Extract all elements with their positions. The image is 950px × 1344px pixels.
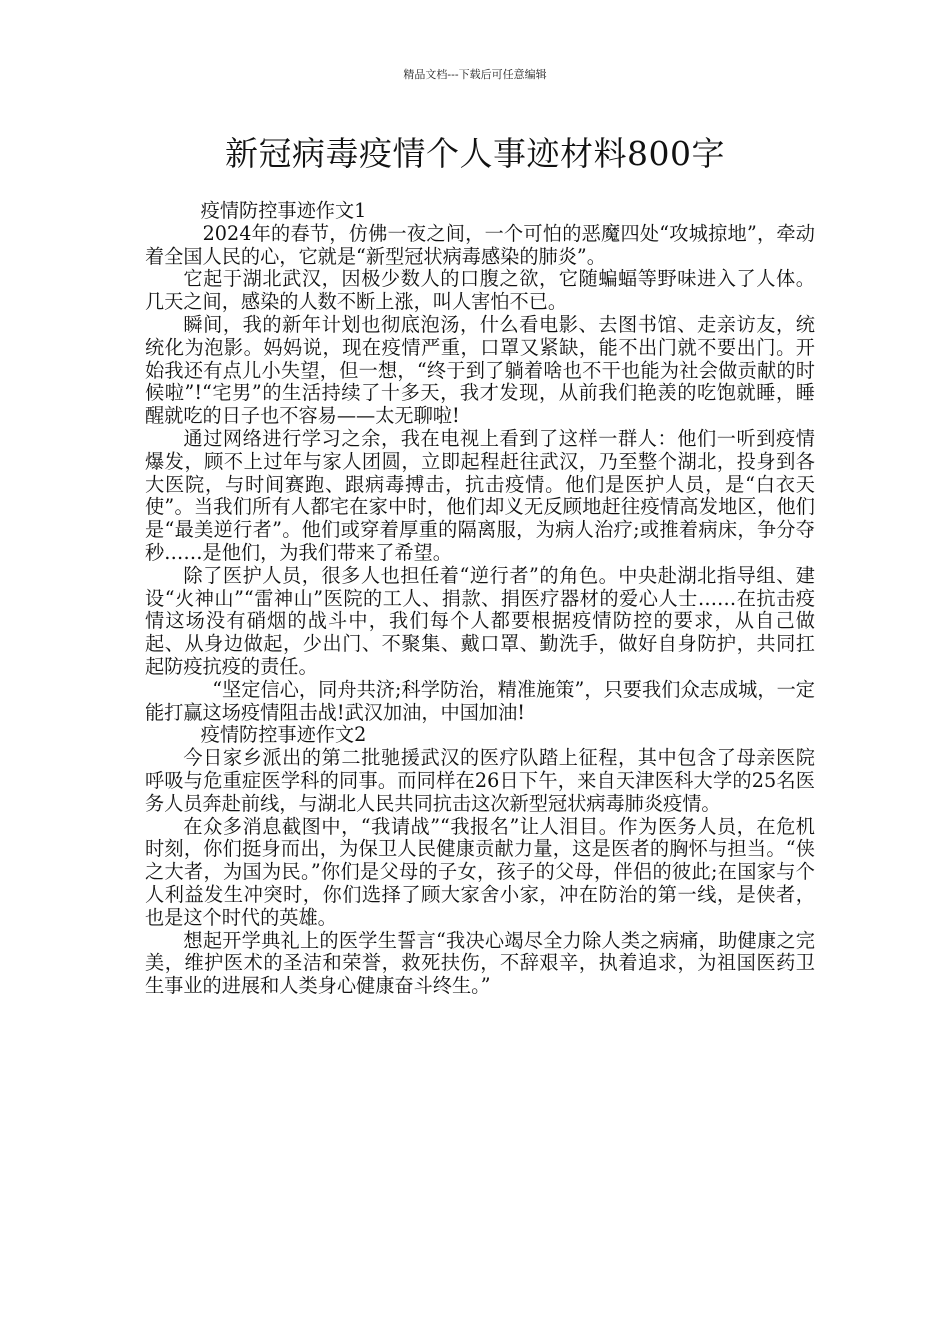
paragraph: “坚定信心，同舟共济;科学防治，精准施策”，只要我们众志成城，一定能打赢这场疫情阻击战!武汉加油，中国加油!: [145, 677, 815, 724]
paragraph: 2024年的春节，仿佛一夜之间，一个可怕的恶魔四处“攻城掠地”，牵动着全国人民的心，它就是“新型冠状病毒感染的肺炎”。: [145, 221, 815, 268]
paragraph: 在众多消息截图中，“我请战”“我报名”让人泪目。作为医务人员，在危机时刻，你们挺身而出，为保卫人民健康贡献力量，这是医者的胸怀与担当。“侠之大者，为国为民。”你们是父母的子女，孩子的父母，伴侣的彼此;在国家与个人利益发生冲突时，你们选择了顾大家舍小家，冲在防治的第一线，是侠者，也是这个时代的英雄。: [145, 814, 815, 929]
section-heading-1: 疫情防控事迹作文1: [200, 199, 367, 222]
paragraph: 除了医护人员，很多人也担任着“逆行者”的角色。中央赴湖北指导组、建设“火神山”“雷神山”医院的工人、捐款、捐医疗器材的爱心人士……在抗击疫情这场没有硝烟的战斗中，我们每个人都要根据疫情防控的要求，从自己做起、从身边做起，少出门、不聚集、戴口罩、勤洗手，做好自身防护，共同扛起防疫抗疫的责任。: [145, 563, 815, 678]
paragraph: 想起开学典礼上的医学生誓言“我决心竭尽全力除人类之病痛，助健康之完美，维护医术的圣洁和荣誉，救死扶伤，不辞艰辛，执着追求，为祖国医药卫生事业的进展和人类身心健康奋斗终生。”: [145, 928, 815, 998]
paragraph: 今日家乡派出的第二批驰援武汉的医疗队踏上征程，其中包含了母亲医院呼吸与危重症医学科的同事。而同样在26日下午，来自天津医科大学的25名医务人员奔赴前线，与湖北人民共同抗击这次新型冠状病毒肺炎疫情。: [145, 746, 815, 815]
document-title: 新冠病毒疫情个人事迹材料800字: [225, 134, 725, 173]
document-body: [145, 200, 815, 998]
paragraph: 瞬间，我的新年计划也彻底泡汤，什么看电影、去图书馆、走亲访友，统统化为泡影。妈妈说，现在疫情严重，口罩又紧缺，能不出门就不要出门。开始我还有点儿小失望，但一想，“终于到了躺着啥也不干也能为社会做贡献的时候啦”!“宅男”的生活持续了十多天，我才发现，从前我们艳羡的吃饱就睡，睡醒就吃的日子也不容易——太无聊啦!: [145, 312, 815, 428]
paragraph: 通过网络进行学习之余，我在电视上看到了这样一群人：他们一听到疫情爆发，顾不上过年与家人团圆，立即起程赶往武汉，乃至整个湖北，投身到各大医院，与时间赛跑、跟病毒搏击，抗击疫情。他们是医护人员，是“白衣天使”。当我们所有人都宅在家中时，他们却义无反顾地赶往疫情高发地区，他们是“最美逆行者”。他们或穿着厚重的隔离服，为病人治疗;或推着病床，争分夺秒……是他们，为我们带来了希望。: [145, 426, 815, 564]
page-header: 精品文档---下载后可任意编辑: [403, 68, 547, 81]
paragraph: 它起于湖北武汉，因极少数人的口腹之欲，它随蝙蝠等野味进入了人体。几天之间，感染的人数不断上涨，叫人害怕不已。: [145, 267, 815, 314]
section-heading-2: 疫情防控事迹作文2: [200, 723, 367, 747]
